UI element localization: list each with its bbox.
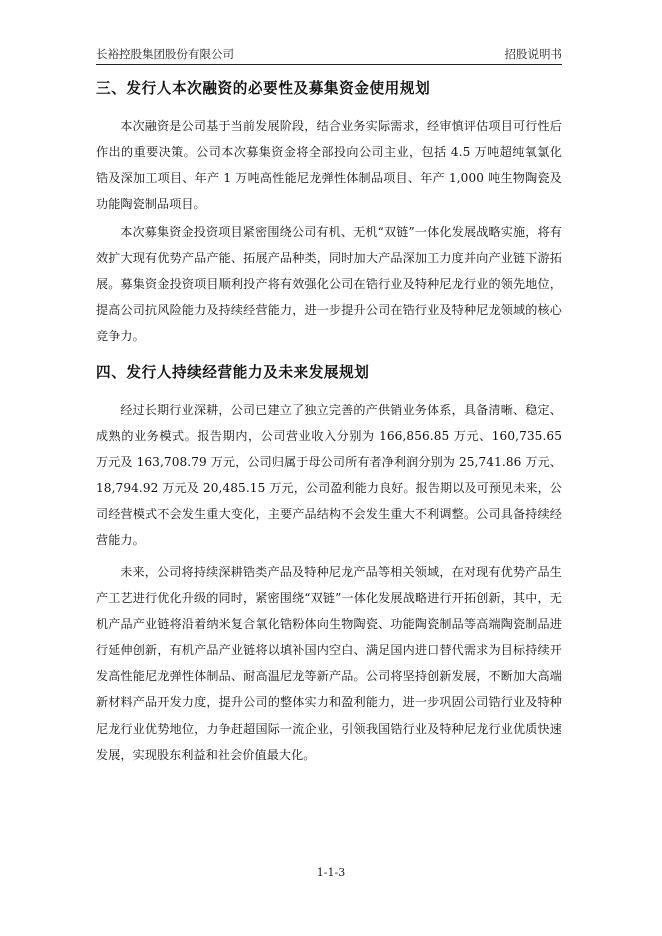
section-title-sustainability-plan: 四、发行人持续经营能力及未来发展规划	[96, 364, 370, 381]
section-title-financing-necessity: 三、发行人本次融资的必要性及募集资金使用规划	[96, 80, 431, 97]
paragraph-financing-purpose: 本次融资是公司基于当前发展阶段，结合业务实际需求，经审慎评估项目可行性后作出的重要决策。公司本次募集资金将全部投向公司主业，包括 4.5 万吨超纯氧氯化锆及深加工项目、年产 1 万吨高性能尼龙弹性体制品项目、年产 1,000 吨生物陶瓷及功能陶瓷制品项目。	[96, 119, 562, 212]
paragraph-fund-strategy: 本次募集资金投资项目紧密围绕公司有机、无机“双链”一体化发展战略实施，将有效扩大现有优势产品产能、拓展产品种类，同时加大产品深加工力度并向产业链下游拓展。募集资金投资项目顺利投产将有效强化公司在锆行业及特种尼龙行业的领先地位，提高公司抗风险能力及持续经营能力，进一步提升公司在锆行业及特种尼龙领域的核心竞争力。	[96, 225, 562, 344]
page-header	[96, 46, 562, 64]
header-divider	[96, 64, 562, 65]
header-company-name: 长裕控股集团股份有限公司	[96, 47, 234, 61]
paragraph-operating-capability: 经过长期行业深耕，公司已建立了独立完善的产供销业务体系，具备清晰、稳定、成熟的业务模式。报告期内，公司营业收入分别为 166,856.85 万元、160,735.65 万元及 163,708.79 万元，公司归属于母公司所有者净利润分别为 25,741.86 万元、18,794.92 万元及 20,485.15 万元，公司盈利能力良好。报告期以及可预见未来，公司经营模式不会发生重大变化，主要产品结构不会发生重大不利调整。公司具备持续经营能力。	[96, 403, 562, 548]
paragraph-future-plan: 未来，公司将持续深耕锆类产品及特种尼龙产品等相关领域，在对现有优势产品生产工艺进行优化升级的同时，紧密围绕“双链”一体化发展战略进行开拓创新，其中，无机产品产业链将沿着纳米复合氧化锆粉体向生物陶瓷、功能陶瓷制品等高端陶瓷制品进行延伸创新，有机产品产业链将以填补国内空白、满足国内进口替代需求为目标持续开发高性能尼龙弹性体制品、耐高温尼龙等新产品。公司将坚持创新发展，不断加大高端新材料产品开发力度，提升公司的整体实力和盈利能力，进一步巩固公司锆行业及特种尼龙行业优势地位，力争赶超国际一流企业，引领我国锆行业及特种尼龙行业优质快速发展，实现股东利益和社会价值最大化。	[96, 565, 562, 762]
page-number: 1-1-3	[316, 866, 346, 879]
header-document-type: 招股说明书	[504, 47, 562, 61]
